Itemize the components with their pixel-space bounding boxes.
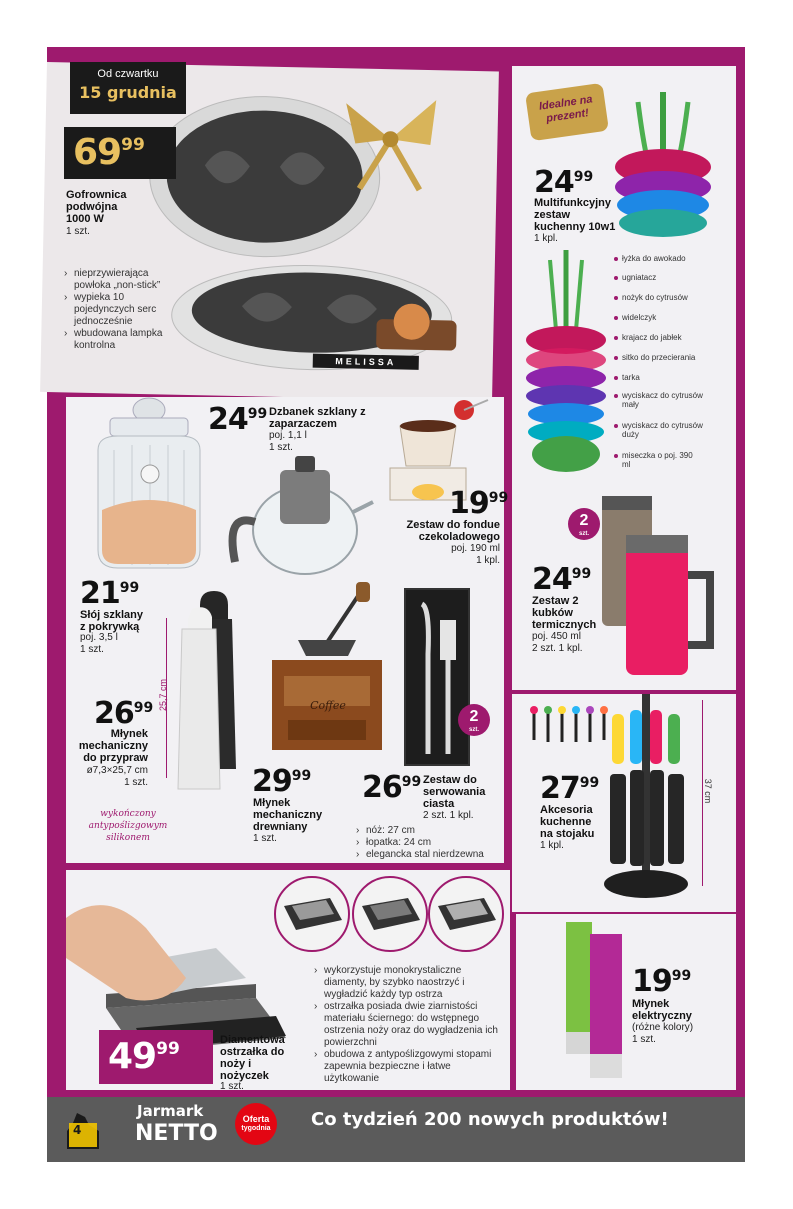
fondue-price-main: 19 xyxy=(449,486,489,521)
serving-set-quantity-badge: 2 szt. xyxy=(458,704,490,736)
mugs-quantity-badge: 2 szt. xyxy=(568,508,600,540)
legend-item: krajacz do jabłek xyxy=(622,333,682,342)
teapot-price-cents: 99 xyxy=(247,406,268,422)
sharpener-detail-1-image xyxy=(274,876,350,952)
coffee-mill-price-cents: 99 xyxy=(291,768,312,784)
pepper-mill-price xyxy=(94,696,154,731)
kitchen-set-exploded-image xyxy=(520,250,612,480)
sticker-line-1: Oferta xyxy=(242,1114,270,1124)
serving-set-features xyxy=(356,825,501,861)
pepper-mill-height-label: 25,7 cm xyxy=(158,679,168,712)
serving-set-price-main: 26 xyxy=(362,770,402,805)
jar-meta: poj. 3,5 l xyxy=(80,632,118,643)
pepper-mill-name: Młynek mechaniczny do przypraw xyxy=(78,728,148,764)
serving-set-qty: 2 szt. 1 kpl. xyxy=(423,810,474,821)
fondue-meta: poj. 190 ml xyxy=(451,543,500,554)
coffee-mill-price xyxy=(252,764,312,799)
utensils-height-label: 37 cm xyxy=(703,778,713,804)
pepper-mill-image xyxy=(168,585,260,795)
utensils-name: Akcesoria kuchenne na stojaku xyxy=(540,804,595,840)
waffle-price-main: 69 xyxy=(73,132,122,173)
utensils-price xyxy=(540,771,600,806)
grinder-qty: 1 szt. xyxy=(632,1034,656,1045)
jar-name: Słój szklany z pokrywką xyxy=(80,609,143,633)
fondue-name: Zestaw do fondue czekoladowego xyxy=(406,519,500,543)
mugs-price xyxy=(532,562,592,597)
waffle-qty: 1 szt. xyxy=(66,226,90,237)
electric-grinder-image xyxy=(560,918,630,1084)
teapot-price-main: 24 xyxy=(208,402,248,437)
kitchen-set-price-main: 24 xyxy=(534,165,574,200)
serving-set-price xyxy=(362,770,422,805)
sharpener-price-main: 49 xyxy=(108,1036,157,1077)
date-line-1: Od czwartku xyxy=(97,68,159,80)
coffee-mill-name: Młynek mechaniczny drewniany xyxy=(253,797,323,833)
sharpener-detail-3-image xyxy=(428,876,504,952)
sharpener-features xyxy=(314,965,502,1085)
mugs-price-cents: 99 xyxy=(571,566,592,582)
sharpener-price-cents: 99 xyxy=(156,1039,180,1059)
serving-set-feature-1: › nóż: 27 cm xyxy=(356,825,501,837)
brand-line-2: NETTO xyxy=(135,1121,218,1146)
footer-slogan: Co tydzień 200 nowych produktów! xyxy=(311,1109,669,1130)
sticker-line-2: tygodnia xyxy=(241,1125,271,1132)
waffle-price-box xyxy=(64,127,176,179)
fondue-price-cents: 99 xyxy=(488,490,509,506)
gift-bow-icon xyxy=(334,83,446,195)
kitchen-set-stack-image xyxy=(608,92,718,242)
coffee-mill-qty: 1 szt. xyxy=(253,833,277,844)
fondue-qty: 1 kpl. xyxy=(476,555,500,566)
date-line-2: 15 grudnia xyxy=(79,83,177,102)
waffle-price-cents: 99 xyxy=(121,135,145,155)
pepper-mill-price-cents: 99 xyxy=(133,700,154,716)
mugs-meta: poj. 450 ml xyxy=(532,631,581,642)
date-banner xyxy=(70,62,186,114)
legend-item: nożyk do cytrusów xyxy=(622,293,688,302)
teapot-meta: poj. 1,1 l xyxy=(269,430,307,441)
jar-qty: 1 szt. xyxy=(80,644,104,655)
legend-item: tarka xyxy=(622,373,640,382)
sharpener-qty: 1 szt. xyxy=(220,1081,244,1092)
grinder-price xyxy=(632,964,692,999)
utensils-stand-image xyxy=(596,694,696,902)
utensils-price-cents: 99 xyxy=(579,775,600,791)
pepper-mill-price-main: 26 xyxy=(94,696,134,731)
sharpener-name: Diamentowa ostrzałka do noży i nożyczek xyxy=(220,1034,285,1082)
grinder-name: Młynek elektryczny xyxy=(632,998,692,1022)
coffee-mill-price-main: 29 xyxy=(252,764,292,799)
jar-price xyxy=(80,576,140,611)
pepper-mill-meta: ø7,3×25,7 cm xyxy=(86,765,148,776)
serving-set-feature-3: › elegancka stal nierdzewna xyxy=(356,849,501,861)
kitchen-set-name: Multifunkcyjny zestaw kuchenny 10w1 xyxy=(534,197,616,233)
sharpener-price-box xyxy=(99,1030,213,1084)
waffle-features xyxy=(64,268,182,352)
kitchen-set-price-cents: 99 xyxy=(573,169,594,185)
teapot-qty: 1 szt. xyxy=(269,442,293,453)
pepper-mill-qty: 1 szt. xyxy=(124,777,148,788)
glass-teapot-image xyxy=(225,452,375,582)
thermal-mugs-image xyxy=(596,490,724,680)
serving-set-name: Zestaw do serwowania ciasta xyxy=(423,774,486,810)
glass-jar-image xyxy=(84,390,214,580)
legend-item: widelczyk xyxy=(622,313,656,322)
mugs-qty: 2 szt. 1 kpl. xyxy=(532,643,583,654)
mugs-price-main: 24 xyxy=(532,562,572,597)
grinder-meta: (różne kolory) xyxy=(632,1022,694,1033)
utensils-price-main: 27 xyxy=(540,771,580,806)
coffee-mill-box-label: Coffee xyxy=(310,699,346,712)
legend-item: wyciskacz do cytrusów duży xyxy=(622,421,708,439)
sharpener-detail-2-image xyxy=(352,876,428,952)
legend-item: miseczka o poj. 390 ml xyxy=(622,451,702,469)
melissa-brand-logo: MELISSA xyxy=(313,354,419,370)
sharpener-feature-2: › ostrzałka posiada dwie ziarnistości materiału ściernego: do wstępnego ostrzenia noży oraz do wygładzenia ich powierzchni xyxy=(314,1001,502,1049)
serving-set-feature-2: › łopatka: 24 cm xyxy=(356,837,501,849)
fondue-price xyxy=(449,486,509,521)
legend-item: łyżka do awokado xyxy=(622,254,686,263)
waffle-feature-2: › wypieka 10 pojedynczych serc jednocześnie xyxy=(64,292,182,328)
gift-ribbon-badge: Idealne na prezent! xyxy=(525,83,609,141)
brand-line-1: Jarmark xyxy=(137,1102,204,1120)
sharpener-feature-1: › wykorzystuje monokrystaliczne diamenty, by szybko naostrzyć i wygładzić każdy typ ostrza xyxy=(314,965,502,1001)
legend-item: ugniatacz xyxy=(622,273,656,282)
teapot-price xyxy=(208,402,268,437)
sharpener-feature-3: › obudowa z antypoślizgowymi stopami zapewnia bezpieczne i łatwe użytkowanie xyxy=(314,1049,502,1085)
waffle-feature-1: › nieprzywierająca powłoka „non-stick” xyxy=(64,268,182,292)
grinder-price-cents: 99 xyxy=(671,968,692,984)
pepper-mill-note: wykończony antypoślizgowym silikonem xyxy=(88,809,168,843)
waffle-feature-3: › wbudowana lampka kontrolna xyxy=(64,328,182,352)
netto-scottie-dog-icon xyxy=(63,1105,103,1153)
serving-set-price-cents: 99 xyxy=(401,774,422,790)
mugs-name: Zestaw 2 kubków termicznych xyxy=(532,595,597,631)
coffee-mill-image xyxy=(262,580,392,760)
serving-set-utensils-image xyxy=(410,600,464,760)
kitchen-set-legend xyxy=(622,254,730,479)
jar-price-cents: 99 xyxy=(119,580,140,596)
page-number: 4 xyxy=(73,1123,82,1137)
teapot-name: Dzbanek szklany z zaparzaczem xyxy=(269,406,366,430)
waffle-name: Gofrownica podwójna 1000 W xyxy=(66,189,127,225)
legend-item: wyciskacz do cytrusów mały xyxy=(622,391,708,409)
grinder-price-main: 19 xyxy=(632,964,672,999)
utensils-qty: 1 kpl. xyxy=(540,840,564,851)
kitchen-set-price xyxy=(534,165,594,200)
jar-price-main: 21 xyxy=(80,576,120,611)
legend-item: sitko do przecierania xyxy=(622,353,695,362)
footer-bar xyxy=(47,1097,745,1162)
offer-of-the-week-sticker xyxy=(235,1103,277,1145)
kitchen-set-qty: 1 kpl. xyxy=(534,233,558,244)
